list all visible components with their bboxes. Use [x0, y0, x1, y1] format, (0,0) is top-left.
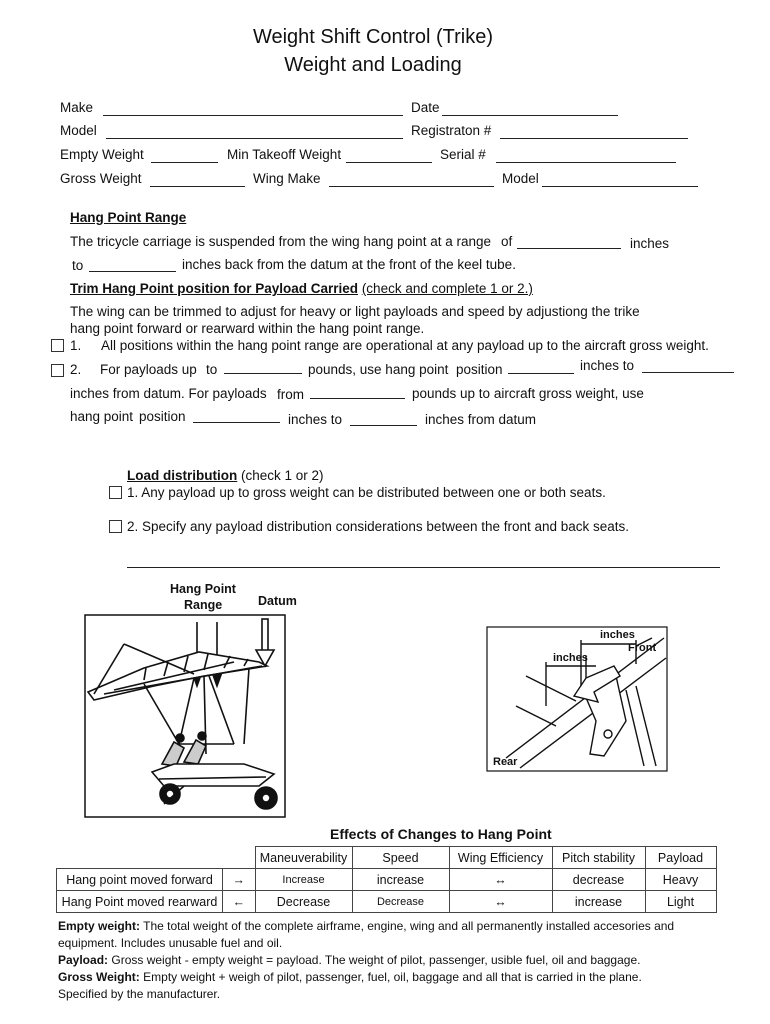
rear-label: Rear [493, 756, 518, 768]
serial-label: Serial # [440, 147, 486, 162]
hang-point-range-text-2: inches back from the datum at the front of the keel tube. [182, 257, 516, 272]
inches-side-label: inches [553, 652, 588, 664]
table-cell: increase [352, 869, 449, 891]
table-header: Maneuverability [255, 847, 352, 869]
empty-weight-label: Empty Weight [60, 147, 144, 162]
hang-point-label: Hang Point [170, 582, 236, 596]
trim-option-2-checkbox[interactable] [51, 364, 64, 377]
trim-option-2-position: position [456, 362, 503, 377]
arrow-right-icon: → [223, 869, 256, 891]
trim-option-1-number: 1. [70, 338, 82, 353]
table-cell: Light [645, 891, 716, 913]
trim-option-2-line3-a: hang point [70, 409, 134, 424]
registration-label: Registraton # [411, 123, 492, 138]
trim-option-2-inches-to-2: inches to [288, 412, 343, 427]
table-header: Speed [352, 847, 449, 869]
range-from-field[interactable] [517, 248, 621, 249]
model-field[interactable] [106, 138, 403, 139]
trim-option-2-line2-b: pounds up to aircraft gross weight, use [412, 386, 644, 401]
hang-point-range-heading: Hang Point Range [70, 210, 187, 225]
table-row [57, 891, 717, 913]
datum-label: Datum [258, 594, 297, 608]
trim-option-2-text-b: pounds, use hang point [308, 362, 449, 377]
table-header: Wing Efficiency [449, 847, 552, 869]
effects-table [56, 846, 717, 913]
load-distribution-heading-row [127, 468, 324, 483]
gross-weight-definition [58, 969, 738, 986]
load-distribution-note: (check 1 or 2) [241, 468, 324, 483]
heavy-position-to-field[interactable] [350, 425, 417, 426]
inches-label: inches [630, 236, 670, 251]
load-option-2-text: 2. Specify any payload distribution considerations between the front and back seats. [127, 519, 630, 534]
load-distribution-notes-field[interactable] [127, 567, 720, 568]
table-cell: decrease [552, 869, 645, 891]
range-label: Range [184, 598, 223, 612]
wing-make-label: Wing Make [253, 171, 321, 186]
page-subtitle: Weight and Loading [284, 54, 462, 76]
table-header-row [57, 847, 717, 869]
table-cell: ↔ [449, 891, 552, 913]
trim-option-1-text: All positions within the hang point range are operational at any payload up to the aircraft gross weight. [101, 338, 709, 353]
trim-heading-note: (check and complete 1 or 2.) [361, 281, 533, 296]
serial-field[interactable] [496, 162, 676, 163]
table-cell: Heavy [645, 869, 716, 891]
arrow-left-icon: ← [223, 891, 256, 913]
table-cell: Decrease [352, 891, 449, 913]
payload-from-field[interactable] [310, 398, 405, 399]
effects-table-title: Effects of Changes to Hang Point [330, 826, 552, 842]
payload-definition [58, 952, 738, 969]
table-header: Payload [645, 847, 716, 869]
model-label: Model [60, 123, 97, 138]
page-title: Weight Shift Control (Trike) [252, 26, 494, 48]
trim-description-2: hang point forward or rearward within the hang point range. [70, 321, 425, 336]
registration-field[interactable] [500, 138, 688, 139]
table-cell: ↔ [449, 869, 552, 891]
payload-text: Gross weight - empty weight = payload. The weight of pilot, passenger, usible fuel, oil and baggage. [111, 953, 641, 967]
range-to-field[interactable] [89, 271, 176, 272]
empty-weight-field[interactable] [151, 162, 218, 163]
trim-option-1-checkbox[interactable] [51, 339, 64, 352]
empty-weight-definition [58, 918, 738, 935]
inches-top-label: inches [600, 629, 635, 641]
trim-heading: Trim Hang Point position for Payload Carried [70, 281, 359, 296]
wing-model-label: Model [502, 171, 539, 186]
heavy-position-from-field[interactable] [193, 422, 280, 423]
trike-illustration [84, 614, 286, 818]
payload-term: Payload: [58, 953, 109, 967]
position-from-field[interactable] [508, 373, 574, 374]
trim-description-1: The wing can be trimmed to adjust for heavy or light payloads and speed by adjustiong the trike [70, 304, 640, 319]
table-row-label: Hang point moved forward [57, 869, 223, 891]
trim-option-2-to: to [206, 362, 218, 377]
empty-weight-term: Empty weight: [58, 919, 141, 933]
load-option-2-checkbox[interactable] [109, 520, 122, 533]
table-cell: Increase [255, 869, 352, 891]
date-field[interactable] [442, 115, 618, 116]
gross-weight-term: Gross Weight: [58, 970, 140, 984]
trim-option-2-text-a: For payloads up [100, 362, 197, 377]
table-cell: Decrease [255, 891, 352, 913]
hang-point-range-text: The tricycle carriage is suspended from the wing hang point at a range [70, 234, 491, 249]
date-label: Date [411, 100, 440, 115]
gross-weight-text: Empty weight + weigh of pilot, passenger, fuel, oil, baggage and all that is carried in the plane. [143, 970, 642, 984]
table-row [57, 869, 717, 891]
load-option-1-checkbox[interactable] [109, 486, 122, 499]
make-field[interactable] [103, 115, 403, 116]
empty-weight-definition-2: equipment. Includes unusable fuel and oil. [58, 936, 283, 950]
of-label: of [501, 234, 513, 249]
wing-make-field[interactable] [329, 186, 494, 187]
definitions [58, 918, 738, 1003]
load-distribution-heading: Load distribution [127, 468, 238, 483]
trim-option-2-inches-to: inches to [580, 358, 635, 373]
min-takeoff-weight-label: Min Takeoff Weight [227, 147, 342, 162]
front-label: Front [628, 642, 657, 654]
trim-option-2-from-datum: inches from datum [425, 412, 537, 427]
gross-weight-definition-2: Specified by the manufacturer. [58, 987, 221, 1001]
trim-option-2-from: from [277, 387, 304, 402]
load-option-1-text: 1. Any payload up to gross weight can be distributed between one or both seats. [127, 485, 606, 500]
min-takeoff-weight-field[interactable] [346, 162, 432, 163]
to-label: to [72, 258, 84, 273]
trim-option-2-number: 2. [70, 362, 82, 377]
make-label: Make [60, 100, 94, 115]
trim-heading-row [70, 281, 533, 296]
table-row-label: Hang Point moved rearward [57, 891, 223, 913]
table-cell: increase [552, 891, 645, 913]
empty-weight-text: The total weight of the complete airframe, engine, wing and all permanently installed accesories and [143, 919, 675, 933]
position-to-field[interactable] [642, 372, 734, 373]
payload-limit-field[interactable] [224, 373, 302, 374]
trim-option-2-line3-position: position [139, 409, 186, 424]
table-header: Pitch stability [552, 847, 645, 869]
gross-weight-field[interactable] [150, 186, 245, 187]
gross-weight-label: Gross Weight [60, 171, 142, 186]
trim-option-2-line2-a: inches from datum. For payloads [70, 386, 267, 401]
wing-model-field[interactable] [542, 186, 698, 187]
